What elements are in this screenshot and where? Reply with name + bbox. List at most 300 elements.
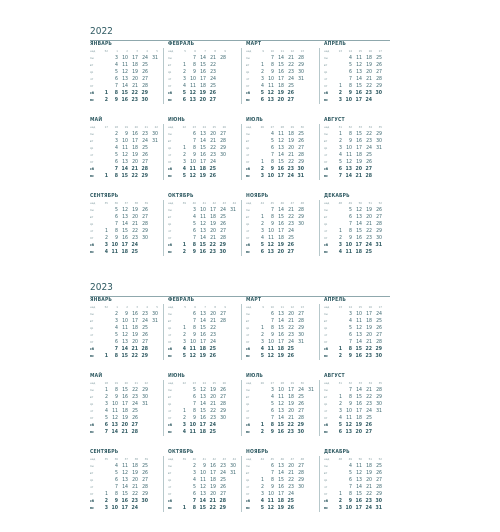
day-cell: 30 [220, 415, 226, 421]
week-number [304, 200, 314, 207]
weekday-row [90, 415, 162, 422]
day-cell: 31 [152, 55, 158, 61]
weekday-row [90, 339, 162, 346]
day-cell: 31 [376, 408, 382, 414]
day-cell: 10 [122, 55, 128, 61]
day-cell [176, 55, 186, 62]
week-number: 38 [134, 201, 138, 205]
day-cell: 4 [193, 214, 196, 220]
week-number: 44 [260, 457, 264, 461]
week-number: 19 [124, 125, 128, 129]
day-cell: 22 [210, 408, 216, 414]
day-cell [304, 401, 314, 408]
day-cell: 22 [288, 214, 294, 220]
weekday-label: ср [168, 402, 172, 406]
week-number: 42 [212, 457, 216, 461]
weekday-label: ср [246, 222, 250, 226]
day-cell: 14 [200, 318, 206, 324]
day-cell: 16 [200, 415, 206, 421]
day-cell: 1 [104, 353, 108, 359]
day-cell [382, 491, 392, 498]
weekday-label: чт [168, 77, 172, 81]
day-cell: 13 [122, 477, 128, 483]
day-cell: 17 [132, 318, 138, 324]
day-cell [216, 62, 226, 69]
day-cell: 5 [349, 470, 352, 476]
day-cell [148, 332, 158, 339]
day-cell [254, 311, 264, 318]
weekday-row [168, 311, 240, 318]
day-cell: 15 [122, 387, 128, 393]
day-cell: 22 [210, 145, 216, 151]
day-cell [332, 214, 342, 221]
day-cell: 11 [267, 498, 274, 504]
day-cell [294, 505, 304, 512]
day-cell: 21 [288, 415, 294, 421]
weekday-label: пн [168, 208, 172, 212]
week-number: 19 [114, 381, 118, 385]
day-cell: 25 [142, 62, 148, 68]
day-cell: 11 [112, 408, 118, 414]
month-block [90, 41, 162, 104]
year-block-2023 [90, 282, 390, 511]
month-name: ФЕВРАЛЬ [168, 297, 195, 303]
day-cell: 26 [142, 69, 148, 75]
day-cell [226, 346, 236, 353]
day-cell [148, 498, 158, 505]
day-cell: 5 [115, 152, 118, 158]
day-cell [254, 152, 264, 159]
week-number-row [90, 48, 162, 55]
day-cell [382, 505, 392, 512]
week-label: нед [90, 125, 96, 129]
day-cell: 18 [356, 415, 362, 421]
weekend-row [246, 353, 318, 360]
day-cell: 28 [220, 235, 226, 241]
day-cell [216, 83, 226, 90]
day-cell: 26 [376, 207, 382, 213]
day-cell: 27 [376, 69, 382, 75]
day-cell [304, 470, 314, 477]
day-cell [138, 242, 148, 249]
day-cell: 22 [288, 325, 294, 331]
month-days-table [168, 304, 240, 360]
day-cell: 8 [349, 394, 352, 400]
day-cell: 2 [115, 131, 118, 137]
day-cell: 20 [132, 214, 138, 220]
day-cell: 7 [271, 152, 274, 158]
day-cell [294, 346, 304, 353]
day-cell: 8 [193, 408, 196, 414]
day-cell [226, 477, 236, 484]
day-cell: 25 [142, 463, 148, 469]
day-cell: 7 [115, 221, 118, 227]
day-cell [294, 228, 304, 235]
day-cell: 21 [366, 387, 372, 393]
day-cell: 28 [131, 429, 138, 435]
day-cell: 7 [349, 387, 352, 393]
weekday-label: вт [168, 139, 172, 143]
day-cell: 14 [200, 55, 206, 61]
weekday-label: ср [246, 146, 250, 150]
month-block [90, 117, 162, 180]
week-number: 31 [338, 125, 342, 129]
week-number: 24 [202, 381, 206, 385]
day-cell [138, 505, 148, 512]
day-cell [148, 249, 158, 256]
weekday-label: чт [90, 153, 94, 157]
day-cell: 15 [122, 491, 128, 497]
day-cell: 1 [260, 422, 264, 428]
weekday-row [324, 339, 396, 346]
day-cell [382, 207, 392, 214]
weekday-row [168, 207, 240, 214]
weekday-label: сб [90, 167, 95, 171]
weekday-row [90, 235, 162, 242]
weekday-row [90, 228, 162, 235]
month-name: ФЕВРАЛЬ [168, 41, 195, 47]
week-number-row [168, 456, 240, 463]
weekday-row [324, 83, 396, 90]
day-cell [148, 242, 158, 249]
day-cell: 3 [104, 242, 108, 248]
week-number: 16 [368, 305, 372, 309]
week-number: 7 [204, 305, 206, 309]
day-cell: 18 [355, 249, 362, 255]
week-number: 46 [280, 457, 284, 461]
day-cell [216, 346, 226, 353]
day-cell: 3 [183, 339, 186, 345]
day-cell [332, 311, 342, 318]
weekday-row [324, 69, 396, 76]
weekend-row [90, 498, 162, 505]
day-cell: 29 [298, 325, 304, 331]
day-cell [216, 429, 226, 436]
day-cell: 30 [142, 235, 148, 241]
day-cell: 26 [209, 90, 216, 96]
day-cell: 15 [356, 83, 362, 89]
day-cell: 25 [366, 415, 372, 421]
week-number: 17 [378, 305, 382, 309]
day-cell: 1 [182, 242, 186, 248]
day-cell [98, 463, 108, 470]
day-cell: 14 [278, 55, 284, 61]
day-cell: 26 [209, 353, 216, 359]
week-number: 48 [338, 201, 342, 205]
day-cell [382, 484, 392, 491]
day-cell: 29 [297, 422, 304, 428]
week-number [304, 304, 314, 311]
day-cell: 7 [271, 55, 274, 61]
day-cell: 20 [210, 491, 216, 497]
day-cell: 28 [376, 221, 382, 227]
day-cell [226, 62, 236, 69]
weekday-label: чт [324, 333, 328, 337]
day-cell [294, 97, 304, 104]
day-cell: 16 [356, 138, 362, 144]
week-number: 10 [270, 49, 274, 53]
day-cell [226, 491, 236, 498]
week-number [304, 380, 314, 387]
week-number: 52 [104, 49, 108, 53]
day-cell: 7 [349, 339, 352, 345]
weekday-row [168, 214, 240, 221]
day-cell: 16 [199, 249, 206, 255]
weekday-row [246, 408, 318, 415]
day-cell: 3 [104, 505, 108, 511]
week-number [304, 48, 314, 55]
day-cell: 5 [182, 353, 186, 359]
week-number: 25 [212, 125, 216, 129]
day-cell [226, 422, 236, 429]
day-cell: 8 [193, 325, 196, 331]
day-cell: 5 [349, 207, 352, 213]
weekday-row [168, 83, 240, 90]
weekday-label: чт [168, 333, 172, 337]
weekday-label: вс [324, 354, 328, 358]
weekday-row [324, 207, 396, 214]
day-cell: 24 [376, 311, 382, 317]
weekday-label: вс [168, 354, 172, 358]
day-cell [382, 394, 392, 401]
day-cell [176, 498, 186, 505]
day-cell: 2 [339, 138, 342, 144]
weekday-label: вт [324, 471, 328, 475]
day-cell: 29 [376, 394, 382, 400]
week-number-row [246, 200, 318, 207]
day-cell: 7 [338, 173, 342, 179]
day-cell: 8 [193, 62, 196, 68]
day-cell: 9 [193, 69, 196, 75]
weekday-row [90, 159, 162, 166]
week-number-row [246, 456, 318, 463]
day-cell: 21 [366, 484, 372, 490]
day-cell: 10 [190, 339, 196, 345]
day-cell [98, 484, 108, 491]
weekday-label: вт [90, 63, 94, 67]
weekend-row [90, 505, 162, 512]
weekday-label: ср [324, 478, 328, 482]
day-cell: 17 [355, 97, 362, 103]
weekday-row [324, 401, 396, 408]
day-cell: 3 [115, 138, 118, 144]
day-cell [98, 477, 108, 484]
day-cell: 11 [346, 415, 352, 421]
weekday-row [90, 332, 162, 339]
weekday-label: вт [168, 215, 172, 219]
day-cell [176, 311, 186, 318]
weekend-row [324, 346, 396, 353]
week-number: 30 [300, 125, 304, 129]
day-cell: 13 [278, 463, 284, 469]
day-cell: 30 [375, 498, 382, 504]
day-cell: 23 [220, 463, 226, 469]
day-cell: 18 [199, 346, 206, 352]
weekend-row [324, 166, 396, 173]
day-cell [254, 415, 264, 422]
weekday-row [168, 491, 240, 498]
month-block [246, 41, 318, 104]
weekday-label: чт [324, 77, 328, 81]
weekday-row [324, 491, 396, 498]
week-number: 15 [358, 305, 362, 309]
day-cell: 24 [288, 76, 294, 82]
day-cell: 23 [132, 394, 138, 400]
month-name: МАЙ [90, 117, 103, 123]
day-cell: 23 [209, 249, 216, 255]
day-cell [226, 166, 236, 173]
week-number: 36 [114, 457, 118, 461]
day-cell: 19 [132, 152, 138, 158]
week-number: 12 [290, 305, 294, 309]
day-cell [304, 55, 314, 62]
day-cell: 20 [132, 76, 138, 82]
weekday-label: пт [90, 160, 94, 164]
day-cell: 25 [131, 249, 138, 255]
day-cell: 17 [200, 159, 206, 165]
week-label: нед [246, 381, 252, 385]
day-cell [176, 138, 186, 145]
day-cell: 15 [278, 159, 284, 165]
day-cell [304, 477, 314, 484]
day-cell: 4 [349, 463, 352, 469]
weekday-label: сб [324, 91, 329, 95]
day-cell [304, 83, 314, 90]
weekday-label: сб [168, 167, 173, 171]
day-cell: 9 [193, 332, 196, 338]
day-cell: 24 [210, 339, 216, 345]
day-cell: 15 [122, 228, 128, 234]
weekday-label: сб [90, 243, 95, 247]
weekday-label: пн [90, 56, 94, 60]
day-cell: 18 [199, 429, 206, 435]
weekday-row [246, 311, 318, 318]
day-cell [226, 401, 236, 408]
day-cell [372, 249, 382, 256]
day-cell [304, 131, 314, 138]
weekday-row [324, 55, 396, 62]
day-cell: 4 [339, 415, 342, 421]
weekday-row [246, 159, 318, 166]
day-cell: 22 [288, 477, 294, 483]
day-cell: 3 [338, 242, 342, 248]
day-cell: 9 [203, 463, 206, 469]
day-cell: 13 [356, 214, 362, 220]
week-number-row [168, 380, 240, 387]
week-number: 50 [358, 457, 362, 461]
day-cell: 17 [278, 76, 284, 82]
day-cell: 24 [131, 505, 138, 511]
day-cell: 7 [114, 346, 118, 352]
day-cell: 18 [210, 214, 216, 220]
day-cell [382, 249, 392, 256]
week-number: 22 [182, 381, 186, 385]
weekday-label: вс [246, 98, 250, 102]
month-name: ИЮНЬ [168, 117, 186, 123]
weekday-row [90, 221, 162, 228]
day-cell: 29 [219, 242, 226, 248]
weekday-row [246, 228, 318, 235]
day-cell: 29 [376, 491, 382, 497]
day-cell: 15 [278, 325, 284, 331]
weekday-row [246, 484, 318, 491]
weekday-label: сб [324, 243, 329, 247]
weekday-row [90, 69, 162, 76]
day-cell: 6 [115, 214, 118, 220]
weekday-label: сб [168, 91, 173, 95]
weekday-label: вс [324, 430, 328, 434]
week-number: 42 [212, 201, 216, 205]
weekend-row [324, 249, 396, 256]
week-number: 39 [182, 201, 186, 205]
day-cell [226, 173, 236, 180]
day-cell: 13 [200, 394, 206, 400]
day-cell: 15 [356, 228, 362, 234]
day-cell [382, 415, 392, 422]
weekday-label: вт [324, 63, 328, 67]
week-number: 17 [104, 125, 108, 129]
week-label: нед [324, 381, 330, 385]
day-cell [294, 90, 304, 97]
weekday-row [324, 477, 396, 484]
day-cell [216, 90, 226, 97]
day-cell [304, 97, 314, 104]
week-number: 27 [270, 381, 274, 385]
day-cell [98, 214, 108, 221]
month-name: ИЮЛЬ [246, 117, 264, 123]
week-number: 3 [136, 305, 138, 309]
day-cell: 24 [366, 408, 372, 414]
day-cell: 9 [349, 138, 352, 144]
day-cell: 5 [349, 62, 352, 68]
day-cell: 16 [121, 498, 128, 504]
day-cell: 15 [277, 422, 284, 428]
day-cell: 21 [288, 152, 294, 158]
day-cell: 18 [277, 346, 284, 352]
week-number [382, 456, 392, 463]
day-cell: 14 [278, 415, 284, 421]
weekday-label: вт [168, 395, 172, 399]
weekend-row [168, 353, 240, 360]
month-name: ЯНВАРЬ [90, 41, 113, 47]
week-label: нед [168, 201, 174, 205]
weekday-row [168, 138, 240, 145]
day-cell [304, 62, 314, 69]
weekday-label: вт [90, 319, 94, 323]
weekday-label: пт [246, 416, 250, 420]
day-cell: 13 [345, 429, 352, 435]
weekday-row [246, 138, 318, 145]
week-number-row [90, 124, 162, 131]
day-cell: 10 [346, 408, 352, 414]
weekday-label: вт [90, 395, 94, 399]
month-name: МАРТ [246, 297, 262, 303]
day-cell: 29 [376, 83, 382, 89]
day-cell: 24 [288, 491, 294, 497]
day-cell: 25 [209, 429, 216, 435]
weekday-row [246, 387, 318, 394]
day-cell: 21 [355, 173, 362, 179]
week-number [226, 380, 236, 387]
day-cell [382, 422, 392, 429]
day-cell: 27 [142, 339, 148, 345]
day-cell: 21 [288, 207, 294, 213]
weekday-row [168, 145, 240, 152]
day-cell: 14 [122, 221, 128, 227]
day-cell [382, 242, 392, 249]
day-cell: 28 [298, 207, 304, 213]
week-number: 35 [378, 125, 382, 129]
